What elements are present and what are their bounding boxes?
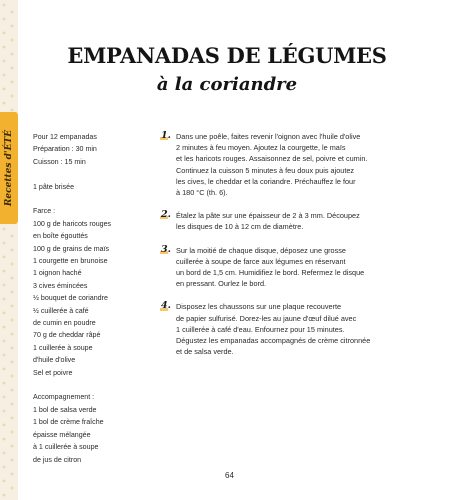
step-4: [161, 301, 421, 357]
step-text-line: de papier sulfurisé. Dorez-les au jaune d'œuf dilué avec: [176, 313, 357, 323]
ingredient-line: ½ cuillerée à café: [33, 306, 89, 315]
step-number: 3.: [161, 243, 171, 255]
chapter-tab-label: Recettes d'ÉTÉ: [4, 129, 14, 207]
step-text-line: en pressant. Ourlez le bord.: [176, 279, 267, 289]
step-text-line: Dans une poêle, faites revenir l'oignon avec l'huile d'olive: [176, 132, 361, 141]
instructions-column: [161, 131, 421, 357]
step-number: 2.: [161, 209, 171, 221]
ingredient-line: 1 cuillerée à soupe: [33, 343, 93, 352]
side-line: 1 bol de salsa verde: [33, 405, 97, 414]
step-text-line: Disposez les chaussons sur une plaque recouverte: [176, 302, 342, 312]
side-heading: Accompagnement :: [33, 393, 95, 402]
step-2: [161, 210, 421, 232]
ingredient-line: Sel et poivre: [33, 368, 73, 377]
step-number: 1.: [161, 130, 171, 141]
recipe-title: EMPANADAS DE LÉGUMES: [67, 43, 387, 68]
step-text-line: 1 cuillerée à café d'eau. Enfournez pour 15 minutes.: [176, 324, 345, 334]
step-text-line: Sur la moitié de chaque disque, déposez une grosse: [176, 245, 346, 255]
step-text-line: Dégustez les empanadas accompagnés de crème citronnée: [176, 336, 371, 346]
ingredient-line: 100 g de grains de maïs: [33, 244, 110, 253]
ingredient-line: 3 cives émincées: [33, 281, 88, 290]
decorative-border-pattern: [0, 0, 18, 500]
recipe-subtitle: à la coriandre: [156, 74, 298, 95]
ingredient-line: en boîte égouttés: [33, 232, 88, 241]
ingredient-line: 70 g de cheddar râpé: [33, 331, 101, 340]
filling-heading: Farce :: [33, 207, 56, 216]
step-text-line: les disques de 10 à 12 cm de diamètre.: [176, 222, 304, 232]
step-3: [161, 245, 421, 290]
prep-time: Préparation : 30 min: [33, 145, 97, 154]
step-text-line: cuillerée à soupe de farce aux légumes en réservant: [176, 256, 346, 266]
side-line: 1 bol de crème fraîche: [33, 418, 104, 427]
side-line: épaisse mélangée: [33, 430, 91, 439]
step-text-line: les cives, le cheddar et la coriandre. Préchauffez le four: [176, 176, 356, 186]
step-text-line: un bord de 1,5 cm. Humidifiez le bord. Refermez le disque: [176, 268, 365, 278]
side-line: de jus de citron: [33, 455, 82, 464]
step-text-line: et les haricots rouges. Assaisonnez de sel, poivre et cumin.: [176, 154, 368, 164]
step-text-line: à 180 °C (th. 6).: [176, 188, 228, 198]
ingredient-line: ½ bouquet de coriandre: [33, 294, 108, 303]
ingredients-column: [33, 131, 155, 466]
step-text-line: 2 minutes à feu moyen. Ajoutez la courgette, le maïs: [176, 143, 346, 153]
ingredient-line: d'huile d'olive: [33, 356, 76, 365]
ingredient-line: 100 g de haricots rouges: [33, 219, 112, 228]
cook-time: Cuisson : 15 min: [33, 157, 86, 166]
servings: Pour 12 empanadas: [33, 133, 97, 141]
dough-ingredient: 1 pâte brisée: [33, 182, 75, 191]
ingredient-line: 1 oignon haché: [33, 269, 82, 278]
step-number: 4.: [161, 300, 171, 312]
step-text-line: Continuez la cuisson 5 minutes à feu doux puis ajoutez: [176, 165, 355, 175]
step-text-line: et de salsa verde.: [176, 347, 234, 357]
step-1: [161, 131, 421, 198]
ingredient-line: 1 courgette en brunoise: [33, 257, 108, 266]
side-line: à 1 cuillerée à soupe: [33, 443, 99, 452]
step-text-line: Étalez la pâte sur une épaisseur de 2 à 3 mm. Découpez: [176, 211, 360, 221]
ingredient-line: de cumin en poudre: [33, 319, 96, 328]
page-number: 64: [225, 471, 234, 480]
